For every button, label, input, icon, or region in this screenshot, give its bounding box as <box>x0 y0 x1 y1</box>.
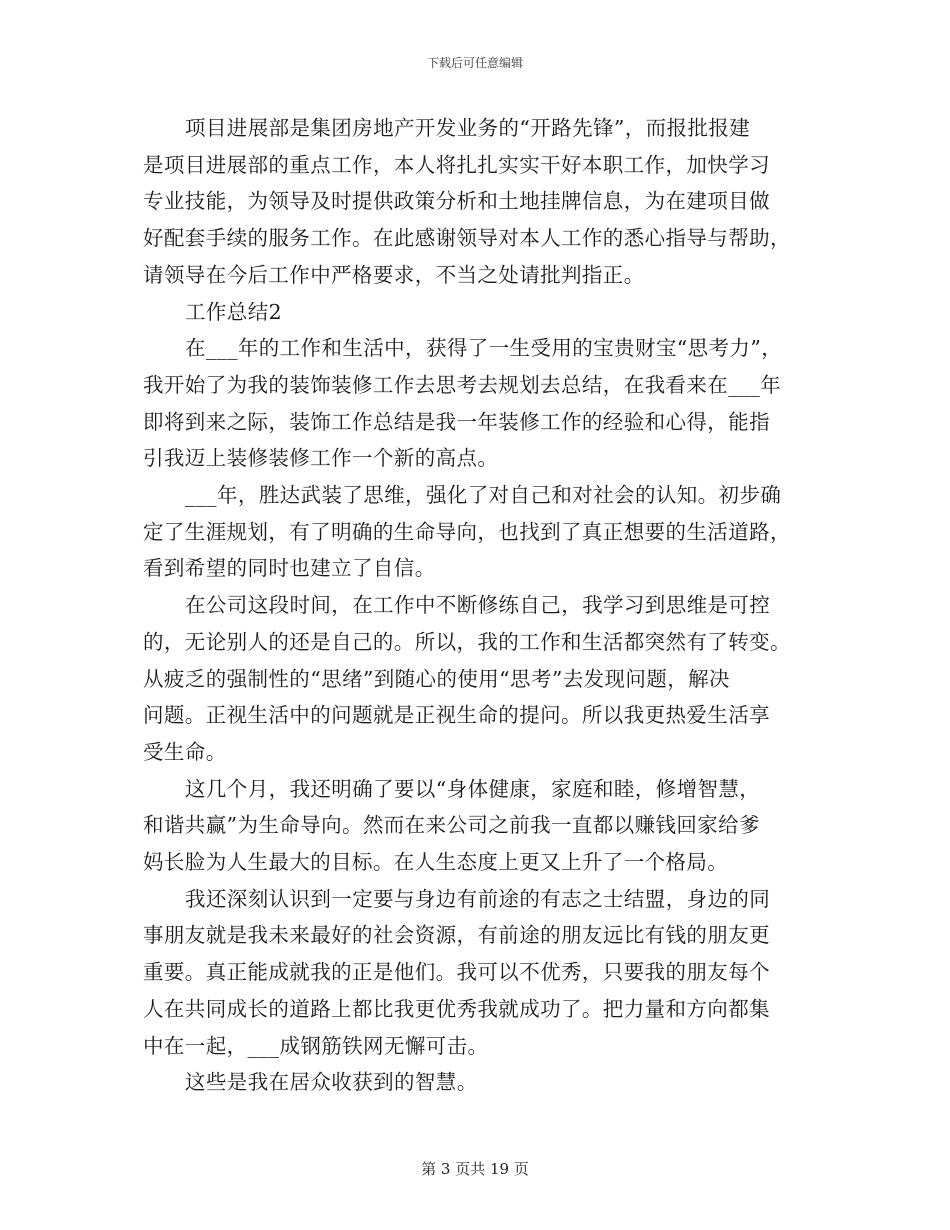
text-line: 重要。真正能成就我的正是他们。我可以不优秀，只要我的朋友每个 <box>143 960 770 985</box>
text-line: 这几个月，我还明确了要以“身体健康，家庭和睦，修增智慧， <box>185 776 761 801</box>
text-line: 引我迈上装修装修工作一个新的高点。 <box>143 446 499 471</box>
text-line: 工作总结2 <box>185 299 283 324</box>
text-line: 我开始了为我的装饰装修工作去思考去规划去总结，在我看来在___年 <box>143 372 782 397</box>
text-line: 这些是我在居众收获到的智慧。 <box>185 1070 478 1095</box>
paragraph <box>143 587 811 771</box>
text-line: 事朋友就是我未来最好的社会资源，有前途的朋友远比有钱的朋友更 <box>143 923 770 948</box>
text-line: ___年，胜达武装了思维，强化了对自己和对社会的认知。初步确 <box>185 483 782 508</box>
text-line: 项目进展部是集团房地产开发业务的“开路先锋”，而报批报建 <box>185 116 751 140</box>
text-line: 的，无论别人的还是自己的。所以，我的工作和生活都突然有了转变。 <box>143 629 791 654</box>
page-header-note: 下载后可任意编辑 <box>426 56 523 70</box>
text-line: 定了生涯规划，有了明确的生命导向，也找到了真正想要的生活道路， <box>143 519 791 544</box>
text-line: 人在共同成长的道路上都比我更优秀我就成功了。把力量和方向都集 <box>143 996 770 1021</box>
text-line: 中在一起，___成钢筋铁网无懈可击。 <box>143 1033 489 1058</box>
text-line: 妈长脸为人生最大的目标。在人生态度上更又上升了一个格局。 <box>143 850 729 875</box>
text-line: 在公司这段时间，在工作中不断修练自己，我学习到思维是可控 <box>185 593 771 618</box>
text-line: 好配套手续的服务工作。在此感谢领导对本人工作的悉心指导与帮助， <box>143 226 791 251</box>
text-line: 受生命。 <box>143 739 227 764</box>
text-line: 我还深刻认识到一定要与身边有前途的有志之士结盟，身边的同 <box>185 886 771 911</box>
text-line: 请领导在今后工作中严格要求，不当之处请批判指正。 <box>143 262 645 287</box>
text-line: 在___年的工作和生活中，获得了一生受用的宝贵财宝“思考力”， <box>185 336 783 361</box>
paragraph <box>143 330 811 477</box>
text-line: 专业技能，为领导及时提供政策分析和土地挂牌信息，为在建项目做 <box>143 189 770 214</box>
section-heading <box>143 294 811 331</box>
document-body <box>143 110 811 1101</box>
text-line: 和谐共赢”为生命导向。然而在来公司之前我一直都以赚钱回家给爹 <box>143 813 760 838</box>
text-line: 从疲乏的强制性的“思绪”到随心的使用“思考”去发现问题，解决 <box>143 666 730 691</box>
text-line: 即将到来之际，装饰工作总结是我一年装修工作的经验和心得，能指 <box>143 409 770 434</box>
page-number: 第 3 页共 19 页 <box>421 1160 529 1178</box>
paragraph <box>143 477 811 587</box>
paragraph <box>143 1064 811 1101</box>
text-line: 问题。正视生活中的问题就是正视生命的提问。所以我更热爱生活享 <box>143 703 770 728</box>
paragraph <box>143 771 811 881</box>
paragraph <box>143 881 811 1065</box>
text-line: 看到希望的同时也建立了自信。 <box>143 556 436 581</box>
paragraph <box>143 110 811 294</box>
text-line: 是项目进展部的重点工作，本人将扎扎实实干好本职工作，加快学习 <box>143 152 770 177</box>
